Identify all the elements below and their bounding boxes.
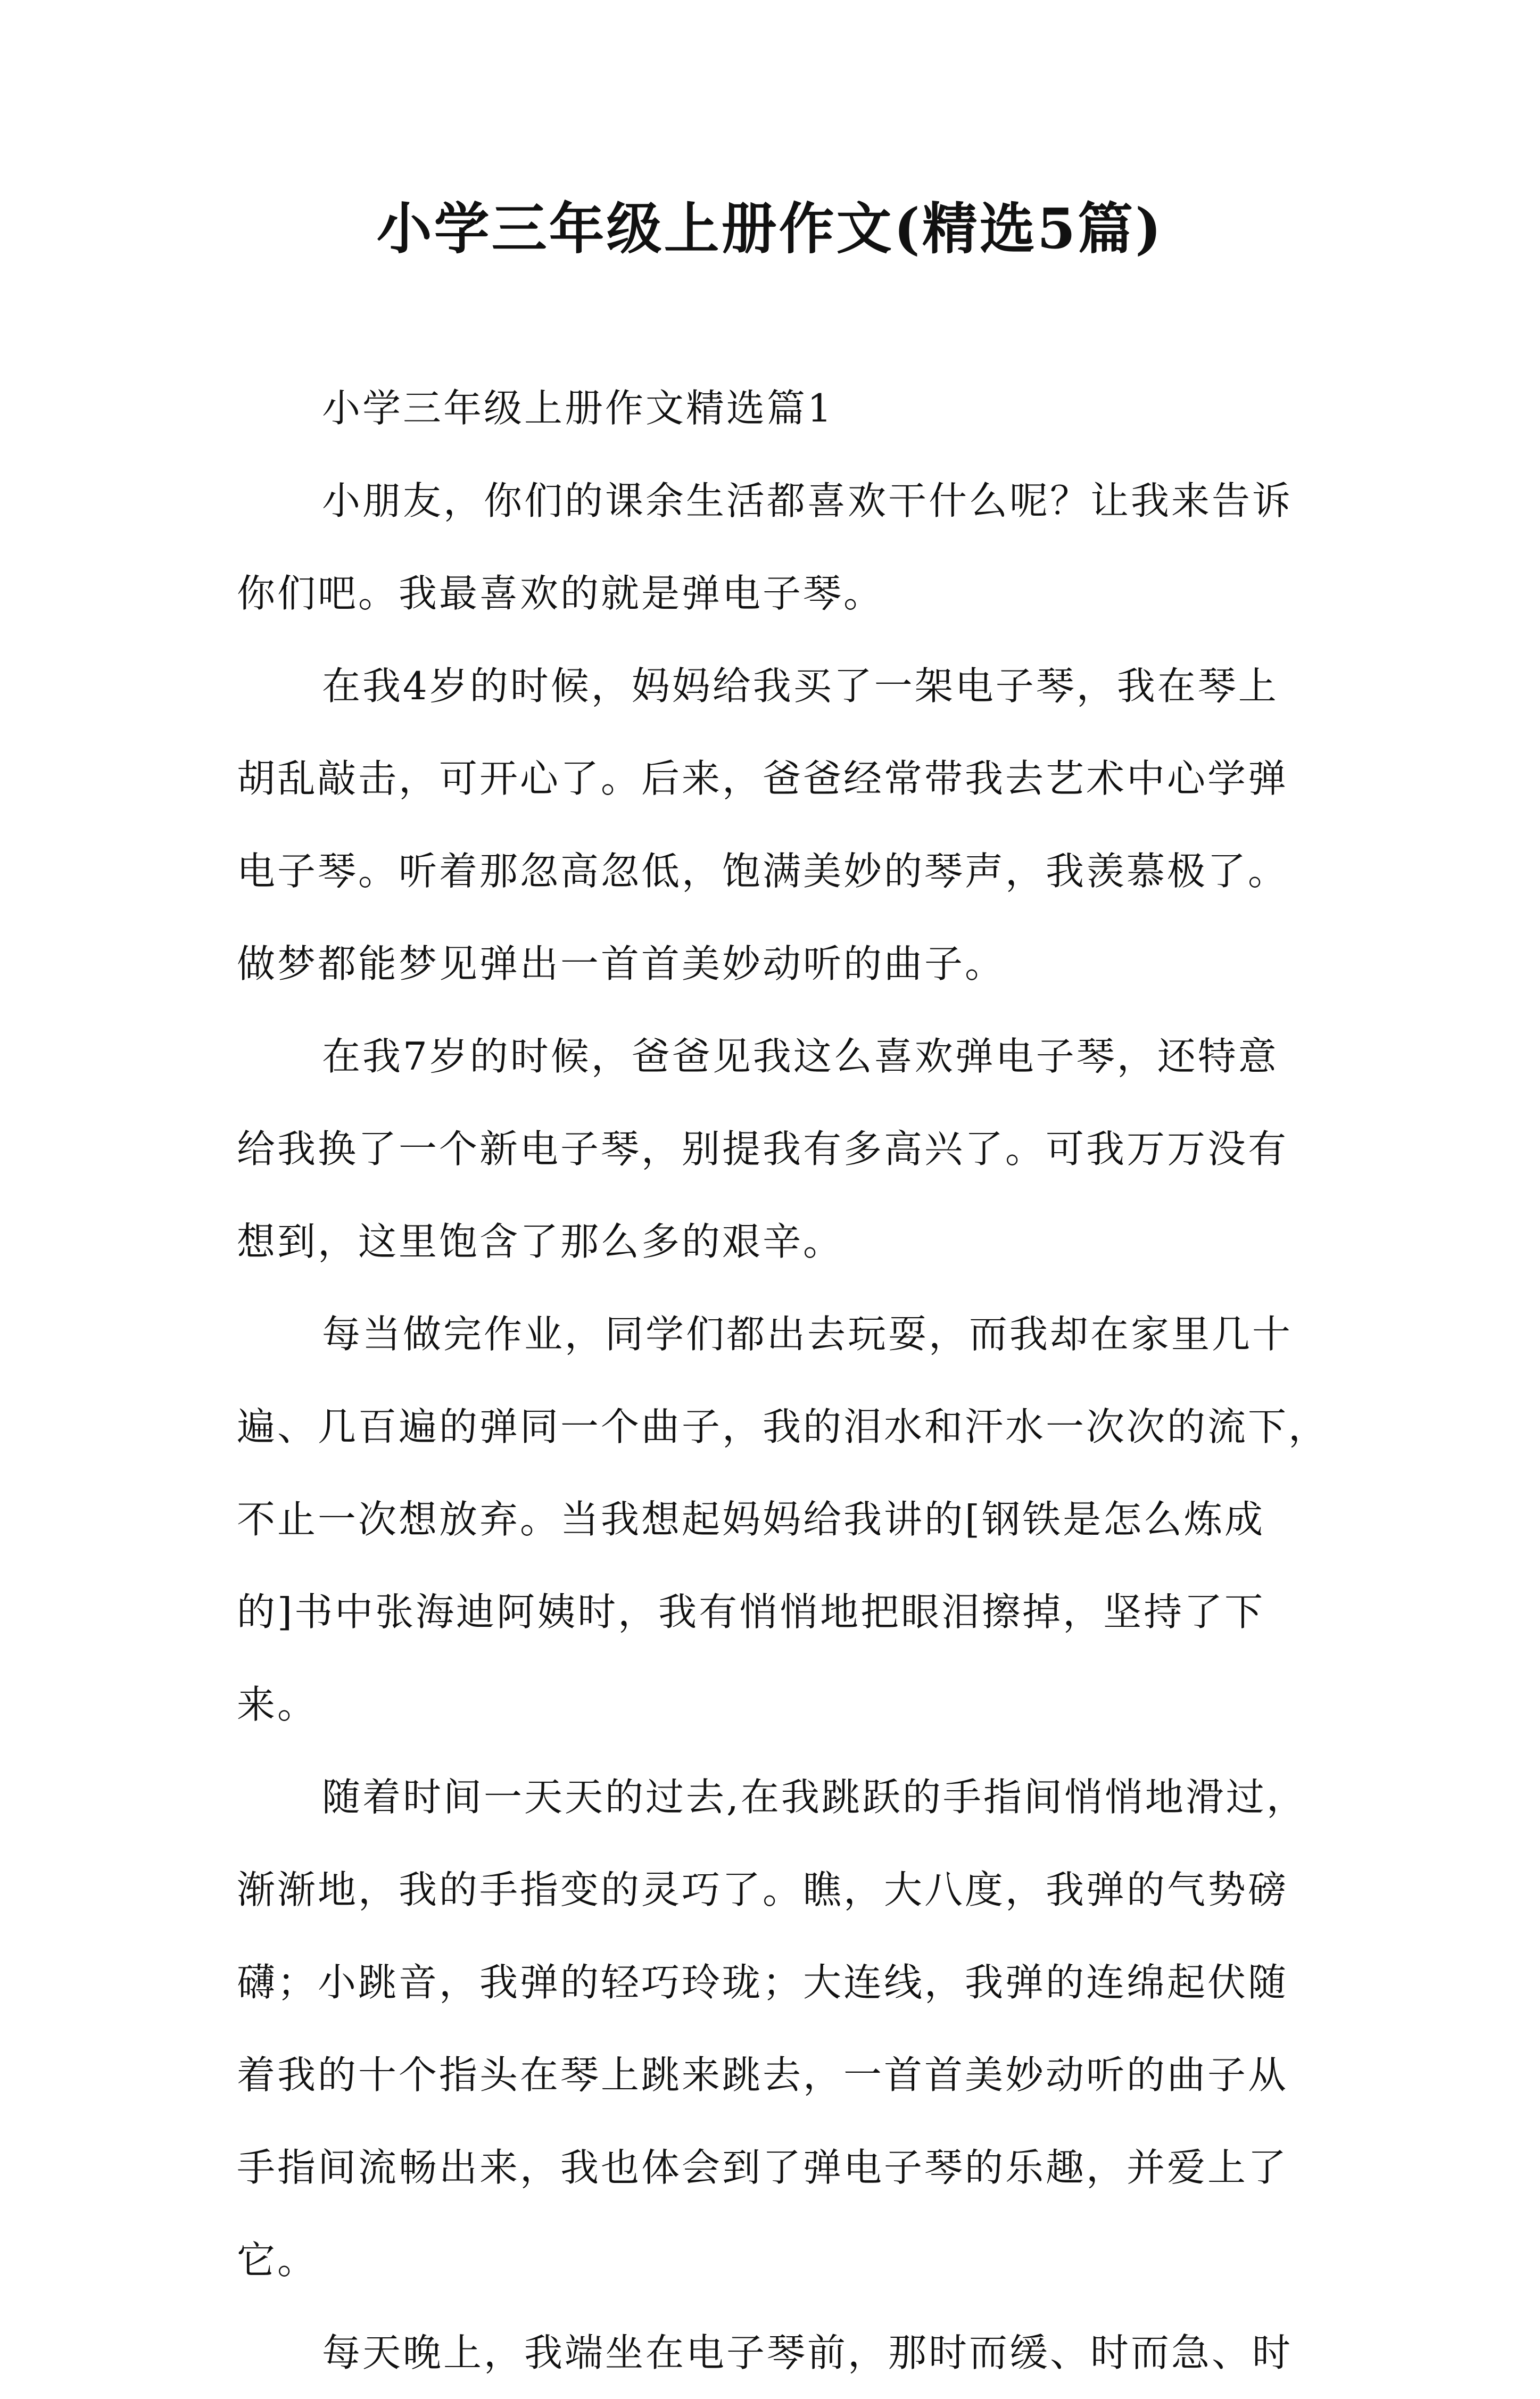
section-heading: 小学三年级上册作文精选篇1 bbox=[322, 386, 834, 431]
paragraph-line: 在我7岁的时候，爸爸见我这么喜欢弹电子琴，还特意 bbox=[322, 1034, 1279, 1079]
paragraph-3 bbox=[237, 1010, 1322, 1288]
paragraph-line: 电子琴。听着那忽高忽低，饱满美妙的琴声，我羡慕极了。 bbox=[237, 849, 1289, 894]
paragraph-1 bbox=[237, 454, 1322, 640]
paragraph-line: 胡乱敲击，可开心了。后来，爸爸经常带我去艺术中心学弹 bbox=[237, 756, 1289, 801]
paragraph-line: 在我4岁的时候，妈妈给我买了一架电子琴，我在琴上 bbox=[322, 664, 1279, 708]
paragraph-line: 给我换了一个新电子琴，别提我有多高兴了。可我万万没有 bbox=[237, 1127, 1289, 1171]
paragraph-6 bbox=[237, 2306, 1322, 2399]
paragraph-5 bbox=[237, 1751, 1322, 2306]
paragraph-line: 每天晚上，我端坐在电子琴前，那时而缓、时而急、时 bbox=[322, 2330, 1293, 2375]
paragraph-line: 随着时间一天天的过去,在我跳跃的手指间悄悄地滑过， bbox=[322, 1775, 1307, 1819]
paragraph-line: 的]书中张海迪阿姨时，我有悄悄地把眼泪擦掉，坚持了下 bbox=[237, 1590, 1265, 1634]
paragraph-line: 它。 bbox=[237, 2238, 318, 2282]
paragraph-line: 小朋友，你们的课余生活都喜欢干什么呢？让我来告诉 bbox=[322, 478, 1293, 523]
paragraph-line: 手指间流畅出来，我也体会到了弹电子琴的乐趣，并爱上了 bbox=[237, 2145, 1289, 2190]
paragraph-line: 每当做完作业，同学们都出去玩耍，而我却在家里几十 bbox=[322, 1312, 1293, 1356]
paragraph-line: 你们吧。我最喜欢的就是弹电子琴。 bbox=[237, 571, 884, 616]
paragraph-line: 渐渐地，我的手指变的灵巧了。瞧，大八度，我弹的气势磅 bbox=[237, 1867, 1289, 1912]
paragraph-4 bbox=[237, 1288, 1329, 1751]
paragraph-line: 来。 bbox=[237, 1682, 318, 1727]
paragraph-line: 不止一次想放弃。当我想起妈妈给我讲的[钢铁是怎么炼成 bbox=[237, 1497, 1265, 1542]
paragraph-line: 着我的十个指头在琴上跳来跳去，一首首美妙动听的曲子从 bbox=[237, 2053, 1289, 2097]
paragraph-line: 做梦都能梦见弹出一首首美妙动听的曲子。 bbox=[237, 941, 1006, 986]
paragraph-line: 想到，这里饱含了那么多的艰辛。 bbox=[237, 1219, 844, 1264]
document-body bbox=[237, 362, 1329, 2399]
paragraph-line: 礴；小跳音，我弹的轻巧玲珑；大连线，我弹的连绵起伏随 bbox=[237, 1960, 1289, 2005]
page-title: 小学三年级上册作文(精选5篇) bbox=[376, 196, 1164, 261]
paragraph-2 bbox=[237, 640, 1322, 1010]
paragraph-line: 遍、几百遍的弹同一个曲子，我的泪水和汗水一次次的流下， bbox=[237, 1404, 1329, 1449]
